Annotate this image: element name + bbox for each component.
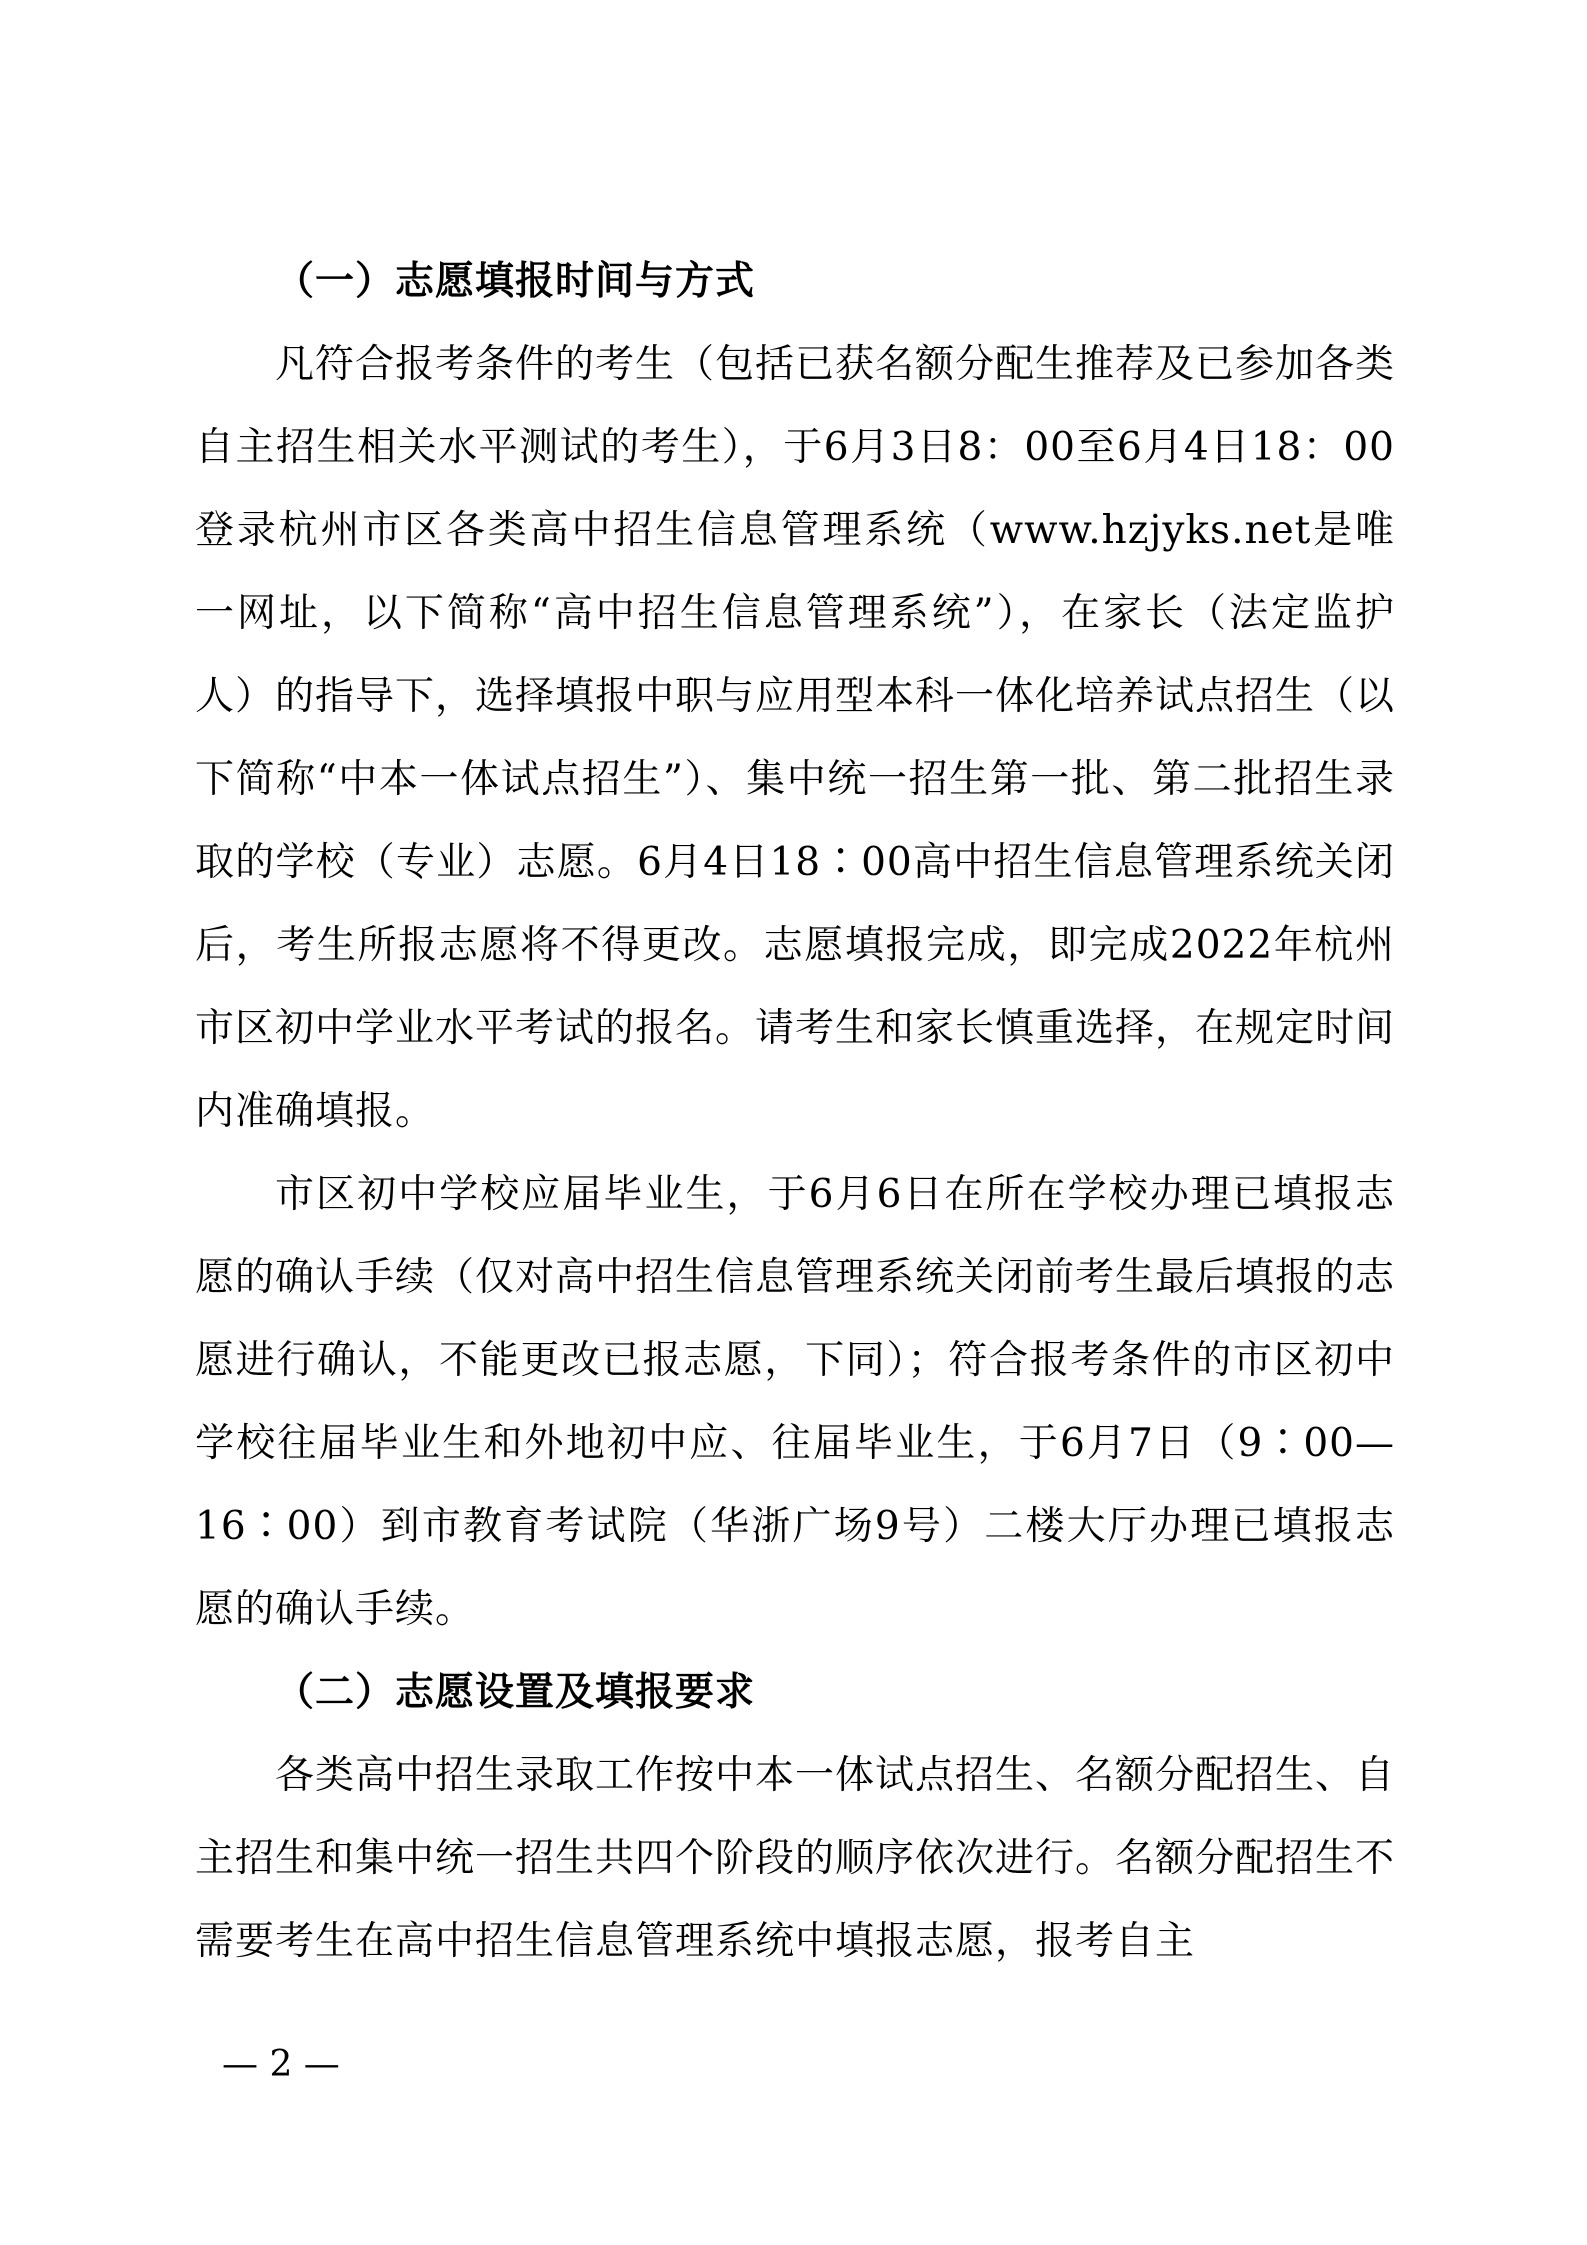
document-body <box>195 240 1395 1983</box>
section-heading-1: （一）志愿填报时间与方式 <box>275 258 756 304</box>
paragraph-2: 市区初中学校应届毕业生，于6月6日在所在学校办理已填报志愿的确认手续（仅对高中招生信息管理系统关闭前考生最后填报的志愿进行确认，不能更改已报志愿，下同）；符合报考条件的市区初中学校往届毕业生和外地初中应、往届毕业生，于6月7日（9∶00—16∶00）到市教育考试院（华浙广场9号）二楼大厅办理已填报志愿的确认手续。 <box>195 1172 1396 1632</box>
paragraph-1: 凡符合报考条件的考生（包括已获名额分配生推荐及已参加各类自主招生相关水平测试的考生），于6月3日8：00至6月4日18：00登录杭州市区各类高中招生信息管理系统（www.hzjyks.net是唯一网址，以下简称“高中招生信息管理系统”），在家长（法定监护人）的指导下，选择填报中职与应用型本科一体化培养试点招生（以下简称“中本一体试点招生”）、集中统一招生第一批、第二批招生录取的学校（专业）志愿。6月4日18∶00高中招生信息管理系统关闭后，考生所报志愿将不得更改。志愿填报完成，即完成2022年杭州市区初中学业水平考试的报名。请考生和家长慎重选择，在规定时间内准确填报。 <box>195 342 1396 1134</box>
page-number: — 2 — <box>222 2044 340 2085</box>
section-heading-2: （二）志愿设置及填报要求 <box>275 1669 756 1715</box>
paragraph-3: 各类高中招生录取工作按中本一体试点招生、名额分配招生、自主招生和集中统一招生共四个阶段的顺序依次进行。名额分配招生不需要考生在高中招生信息管理系统中填报志愿，报考自主 <box>195 1753 1396 1964</box>
